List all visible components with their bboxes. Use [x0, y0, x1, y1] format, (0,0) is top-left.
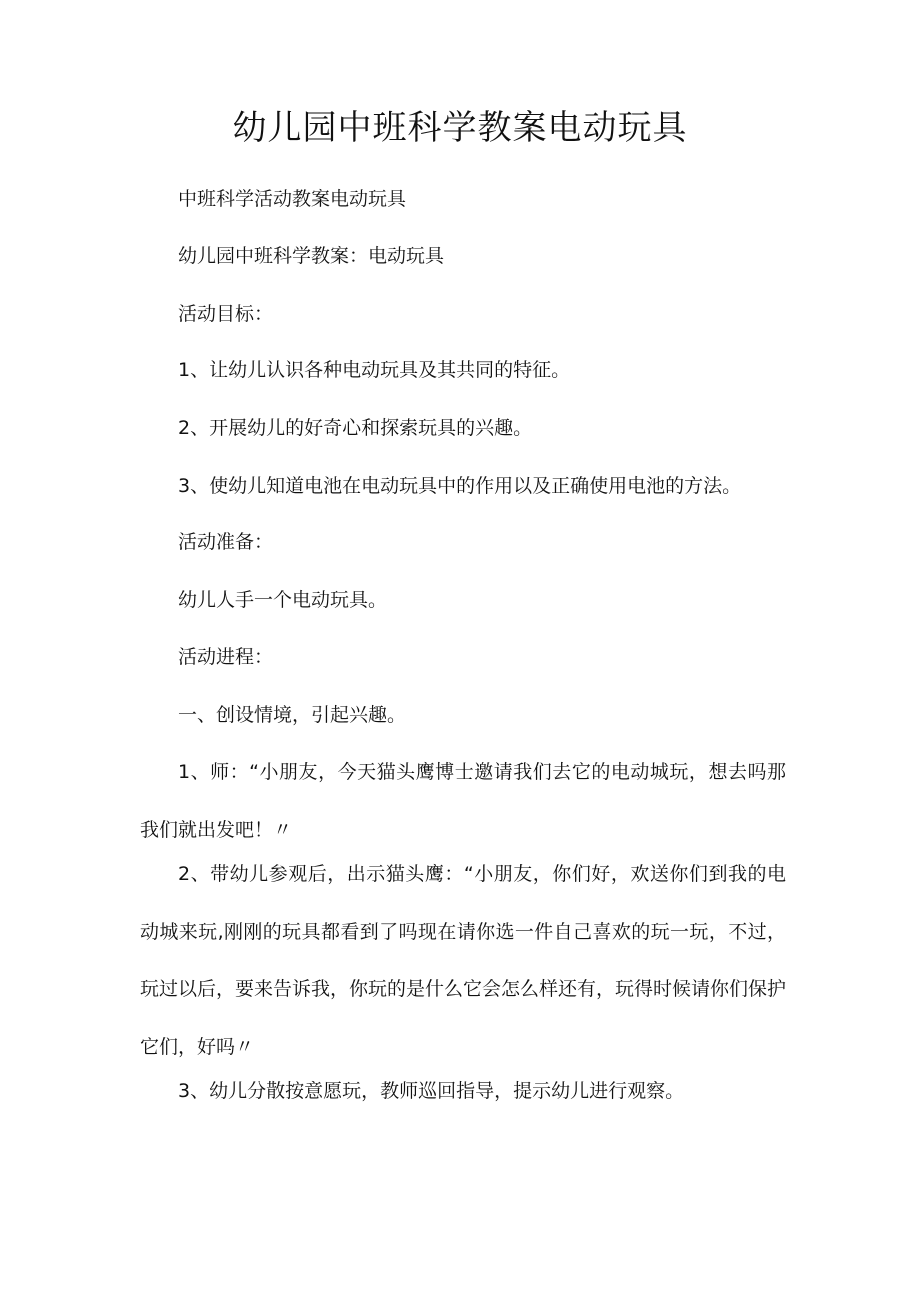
section-heading: 活动准备：	[178, 531, 274, 553]
body-paragraph: 幼儿人手一个电动玩具。	[178, 589, 388, 611]
section-heading: 活动进程：	[178, 646, 274, 668]
body-paragraph: 1、师：“小朋友，今天猫头鹰博士邀请我们去它的电动城玩，想去吗那我们就出发吧！〃	[140, 761, 786, 841]
body-paragraph: 1、让幼儿认识各种电动玩具及其共同的特征。	[178, 359, 571, 381]
subtitle-paragraph: 幼儿园中班科学教案：电动玩具	[178, 245, 445, 267]
subtitle-paragraph: 中班科学活动教案电动玩具	[178, 188, 407, 210]
body-paragraph: 3、使幼儿知道电池在电动玩具中的作用以及正确使用电池的方法。	[178, 475, 742, 497]
section-heading: 活动目标：	[178, 303, 274, 325]
document-title: 幼儿园中班科学教案电动玩具	[232, 108, 688, 148]
body-paragraph: 3、幼儿分散按意愿玩，教师巡回指导，提示幼儿进行观察。	[178, 1080, 685, 1102]
body-paragraph: 2、带幼儿参观后，出示猫头鹰：“小朋友，你们好，欢送你们到我的电动城来玩,刚刚的玩具都看到了吗现在请你选一件自己喜欢的玩一玩，不过，玩过以后，要来告诉我，你玩的是什么它会怎么样还有，玩得时候请你们保护它们，好吗〃	[140, 863, 787, 1058]
body-paragraph: 2、开展幼儿的好奇心和探索玩具的兴趣。	[178, 417, 533, 439]
body-paragraph: 一、创设情境，引起兴趣。	[178, 704, 407, 726]
